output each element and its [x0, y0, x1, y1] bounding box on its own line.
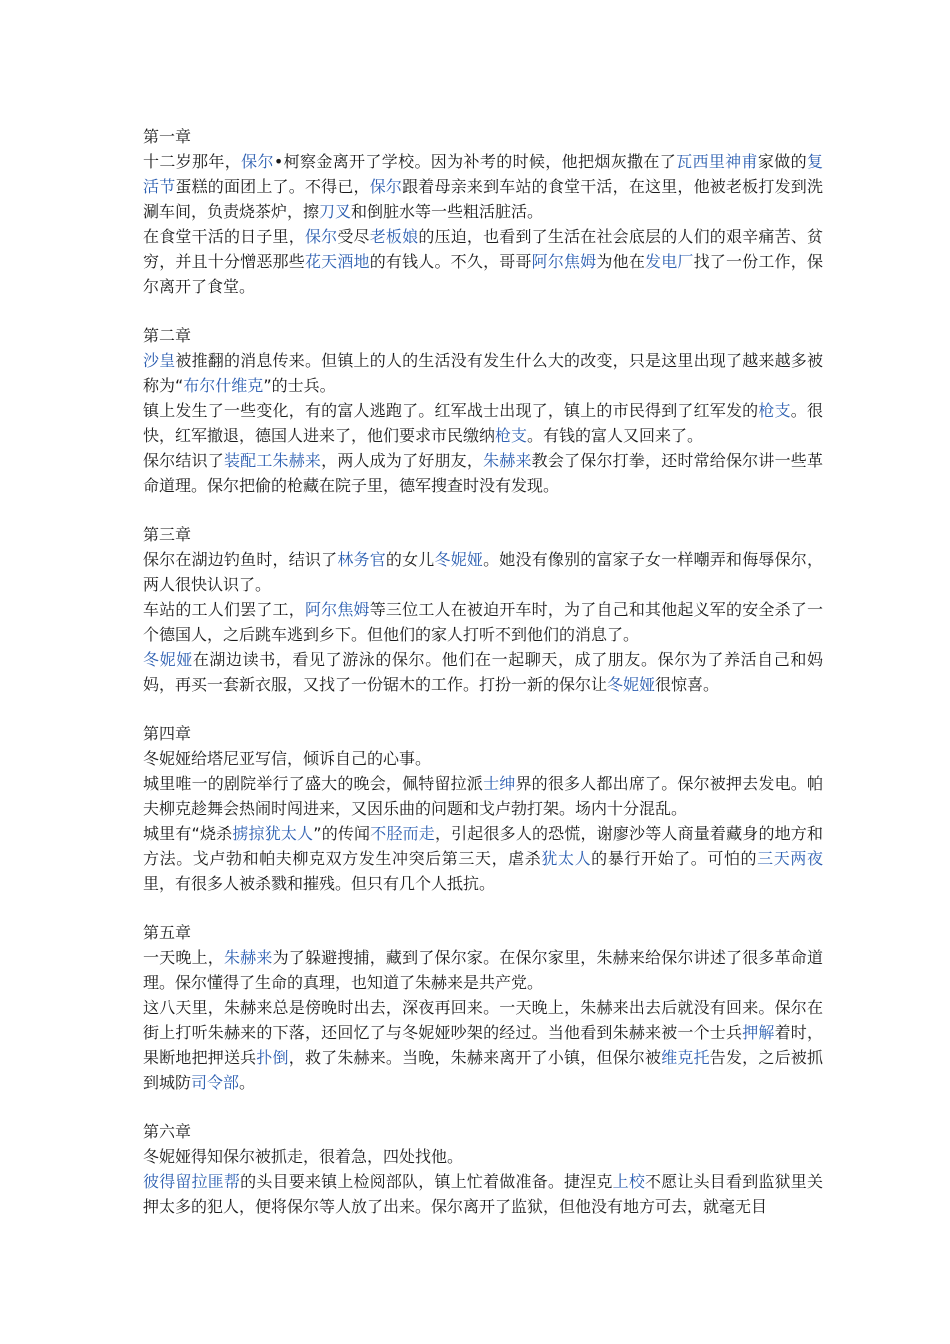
chapter-title: 第二章	[143, 326, 192, 345]
paragraph	[143, 746, 823, 771]
paragraph	[143, 1169, 823, 1219]
paragraph-text: 。她没有像别的富家子女一样嘲弄和侮辱保尔，两人很快认识了。	[143, 550, 823, 594]
keyword-link[interactable]: 维克托	[661, 1048, 710, 1067]
chapter-section	[143, 721, 823, 896]
keyword-link[interactable]: 阿尔焦姆	[304, 600, 370, 619]
keyword-link[interactable]: 保尔	[304, 227, 338, 246]
paragraph-text: ”的传闻	[313, 824, 371, 843]
paragraph-text: 。	[239, 1073, 256, 1092]
chapter-title: 第一章	[143, 127, 192, 146]
keyword-link[interactable]: 掳掠犹太人	[232, 824, 314, 843]
paragraph-text: 里，有很多人被杀戮和摧残。但只有几个人抵抗。	[143, 874, 496, 893]
paragraph	[143, 995, 823, 1095]
paragraph	[143, 945, 823, 995]
paragraph	[143, 771, 823, 821]
paragraph-text: 城里唯一的剧院举行了盛大的晚会，佩特留拉派	[143, 774, 484, 793]
paragraph-text: 。有钱的富人又回来了。	[527, 426, 704, 445]
keyword-link[interactable]: 发电厂	[645, 252, 694, 271]
keyword-link[interactable]: 花天酒地	[304, 252, 370, 271]
chapter-title: 第五章	[143, 923, 192, 942]
paragraph-text: •柯察金离开了学校。因为补考的时候，他把烟灰撒在了	[273, 152, 677, 171]
paragraph-text: 不愿让头目看到监狱里关押太多的犯人，便将保尔等人放了出来。保尔离开了监狱，但他没有地方可去，就毫无目	[143, 1172, 823, 1216]
paragraph-text: 十二岁那年，	[143, 152, 242, 171]
keyword-link[interactable]: 犹太人	[541, 849, 592, 868]
keyword-link[interactable]: 上校	[612, 1172, 646, 1191]
paragraph-text: 在湖边读书，看见了游泳的保尔。他们在一起聊天，成了朋友。保尔为了养活自己和妈妈，再买一套新衣服，又找了一份锯木的工作。打扮一新的保尔让	[143, 650, 823, 694]
paragraph-text: 找了一份工作，保尔离开了食堂。	[143, 252, 823, 296]
paragraph-text: 一天晚上，	[143, 948, 224, 967]
keyword-link[interactable]: 布尔什维克	[183, 376, 264, 395]
paragraph	[143, 647, 823, 697]
paragraph-text: 和倒脏水等一些粗活脏活。	[351, 202, 544, 221]
keyword-link[interactable]: 瓦西里神甫	[676, 152, 758, 171]
paragraph-text: 在食堂干活的日子里，	[143, 227, 305, 246]
paragraph-text: ，救了朱赫来。当晚，朱赫来离开了小镇，但保尔被	[288, 1048, 662, 1067]
paragraph-text: 着时，果断地把押送兵	[143, 1023, 823, 1067]
paragraph-text: 冬妮娅得知保尔被抓走，很着急，四处找他。	[143, 1147, 464, 1166]
paragraph-text: 为了躲避搜捕，藏到了保尔家。在保尔家里，朱赫来给保尔讲述了很多革命道理。保尔懂得了生命的真理，也知道了朱赫来是共产党。	[143, 948, 823, 992]
paragraph	[143, 547, 823, 597]
paragraph-text: 保尔结识了	[143, 451, 224, 470]
keyword-link[interactable]: 保尔	[369, 177, 403, 196]
keyword-link[interactable]: 枪支	[758, 401, 791, 420]
keyword-link[interactable]: 彼得留拉匪帮	[143, 1172, 241, 1191]
chapter-title: 第六章	[143, 1122, 192, 1141]
keyword-link[interactable]: 装配工朱赫来	[223, 451, 322, 470]
paragraph-text: 镇上发生了一些变化，有的富人逃跑了。红军战士出现了，镇上的市民得到了红军发的	[143, 401, 759, 420]
keyword-link[interactable]: 押解	[742, 1023, 775, 1042]
paragraph-text: 冬妮娅给塔尼亚写信，倾诉自己的心事。	[143, 749, 432, 768]
keyword-link[interactable]: 保尔	[241, 152, 274, 171]
paragraph-text: 界的很多人都出席了。保尔被押去发电。帕夫柳克趁舞会热闹时闯进来，又因乐曲的问题和戈卢勃打架。场内十分混乱。	[143, 774, 823, 818]
paragraph	[143, 821, 823, 896]
chapter-section	[143, 1119, 823, 1219]
paragraph-text: 这八天里，朱赫来总是傍晚时出去，深夜再回来。一天晚上，朱赫来出去后就没有回来。保尔在街上打听朱赫来的下落，还回忆了与冬妮娅吵架的经过。当他看到朱赫来被一个士兵	[143, 998, 823, 1042]
keyword-link[interactable]: 三天两夜	[757, 849, 823, 868]
paragraph	[143, 398, 823, 448]
chapter-section	[143, 522, 823, 697]
paragraph-text: 的压迫，也看到了生活在社会底层的人们的艰辛痛苦、贫穷，并且十分憎恶那些	[143, 227, 823, 271]
paragraph-text: 告发，之后被抓到城防	[143, 1048, 823, 1092]
paragraph-text: 为他在	[596, 252, 646, 271]
paragraph-text: ”的士兵。	[263, 376, 336, 395]
keyword-link[interactable]: 老板娘	[369, 227, 419, 246]
paragraph-text: 受尽	[337, 227, 370, 246]
chapter-title: 第四章	[143, 724, 192, 743]
chapter-title: 第三章	[143, 525, 192, 544]
paragraph-text: 保尔在湖边钓鱼时，结识了	[143, 550, 338, 569]
keyword-link[interactable]: 朱赫来	[223, 948, 273, 967]
chapter-section	[143, 124, 823, 299]
keyword-link[interactable]: 阿尔焦姆	[531, 252, 597, 271]
paragraph-text: 很惊喜。	[655, 675, 720, 694]
paragraph-text: 的女儿	[385, 550, 435, 569]
keyword-link[interactable]: 林务官	[337, 550, 386, 569]
keyword-link[interactable]: 沙皇	[143, 351, 176, 370]
paragraph	[143, 1144, 823, 1169]
paragraph	[143, 597, 823, 647]
chapter-section	[143, 920, 823, 1095]
paragraph-text: 家做的	[757, 152, 807, 171]
keyword-link[interactable]: 士绅	[483, 774, 516, 793]
keyword-link[interactable]: 复活节	[143, 152, 823, 196]
keyword-link[interactable]: 不胫而走	[370, 824, 435, 843]
paragraph-text: ，两人成为了好朋友，	[321, 451, 484, 470]
keyword-link[interactable]: 扑倒	[256, 1048, 289, 1067]
paragraph-text: 教会了保尔打拳，还时常给保尔讲一些革命道理。保尔把偷的枪藏在院子里，德军搜查时没有发现。	[143, 451, 823, 495]
paragraph-text: 等三位工人在被迫开车时，为了自己和其他起义军的安全杀了一个德国人，之后跳车逃到乡下。但他们的家人打听不到他们的消息了。	[143, 600, 823, 644]
paragraph-text: 城里有“烧杀	[143, 824, 233, 843]
keyword-link[interactable]: 司令部	[191, 1073, 240, 1092]
keyword-link[interactable]: 刀叉	[319, 202, 352, 221]
paragraph-text: 蛋糕的面团上了。不得已，	[175, 177, 370, 196]
paragraph	[143, 348, 823, 398]
document-page	[143, 124, 823, 1243]
paragraph-text: ，引起很多人的恐慌，谢廖沙等人商量着藏身的地方和方法。戈卢勃和帕夫柳克双方发生冲突后第三天，虐杀	[143, 824, 823, 868]
keyword-link[interactable]: 冬妮娅	[607, 675, 656, 694]
paragraph	[143, 448, 823, 498]
paragraph	[143, 224, 823, 299]
keyword-link[interactable]: 枪支	[495, 426, 528, 445]
paragraph-text: 。很快，红军撤退，德国人进来了，他们要求市民缴纳	[143, 401, 823, 445]
paragraph-text: 跟着母亲来到车站的食堂干活，在这里，他被老板打发到洗涮车间，负责烧茶炉，擦	[143, 177, 823, 221]
paragraph-text: 被推翻的消息传来。但镇上的人的生活没有发生什么大的改变，只是这里出现了越来越多被称为“	[143, 351, 823, 395]
keyword-link[interactable]: 冬妮娅	[434, 550, 484, 569]
keyword-link[interactable]: 冬妮娅	[143, 650, 193, 669]
paragraph-text: 的头目要来镇上检阅部队，镇上忙着做准备。捷涅克	[240, 1172, 613, 1191]
chapter-section	[143, 323, 823, 498]
keyword-link[interactable]: 朱赫来	[483, 451, 532, 470]
paragraph-text: 的有钱人。不久，哥哥	[369, 252, 532, 271]
paragraph-text: 车站的工人们罢了工，	[143, 600, 305, 619]
paragraph	[143, 149, 823, 224]
paragraph-text: 的暴行开始了。可怕的	[591, 849, 758, 868]
